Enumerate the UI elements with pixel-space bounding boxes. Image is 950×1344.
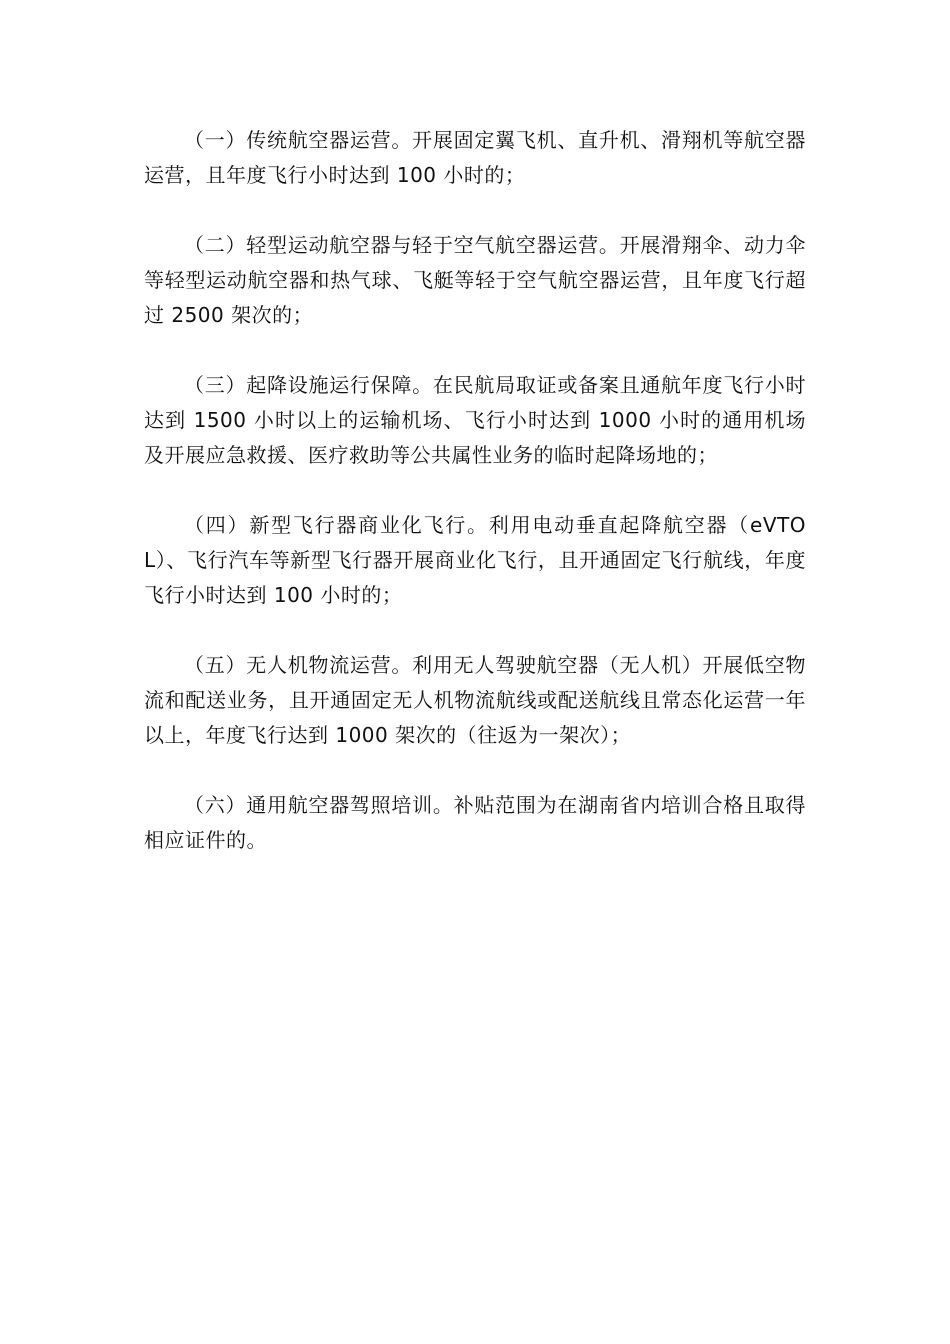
paragraph-drone-logistics: （五）无人机物流运营。利用无人驾驶航空器（无人机）开展低空物流和配送业务，且开通固定无人机物流航线或配送航线且常态化运营一年以上，年度飞行达到 1000 架次的（往返为一架次）； bbox=[144, 653, 806, 747]
paragraph-light-sport-aircraft: （二）轻型运动航空器与轻于空气航空器运营。开展滑翔伞、动力伞等轻型运动航空器和热气球、飞艇等轻于空气航空器运营，且年度飞行超过 2500 架次的； bbox=[144, 233, 806, 327]
paragraph-traditional-aircraft: （一）传统航空器运营。开展固定翼飞机、直升机、滑翔机等航空器运营，且年度飞行小时达到 100 小时的； bbox=[144, 128, 806, 187]
paragraph-takeoff-landing-facilities: （三）起降设施运行保障。在民航局取证或备案且通航年度飞行小时达到 1500 小时以上的运输机场、飞行小时达到 1000 小时的通用机场及开展应急救援、医疗救助等公共属性业务的临时起降场地的； bbox=[144, 373, 806, 467]
paragraph-pilot-license-training: （六）通用航空器驾照培训。补贴范围为在湖南省内培训合格且取得相应证件的。 bbox=[144, 793, 806, 852]
document-body bbox=[144, 123, 806, 893]
paragraph-new-aircraft-commercial: （四）新型飞行器商业化飞行。利用电动垂直起降航空器（eVTOL）、飞行汽车等新型飞行器开展商业化飞行，且开通固定飞行航线，年度飞行小时达到 100 小时的； bbox=[144, 513, 806, 607]
